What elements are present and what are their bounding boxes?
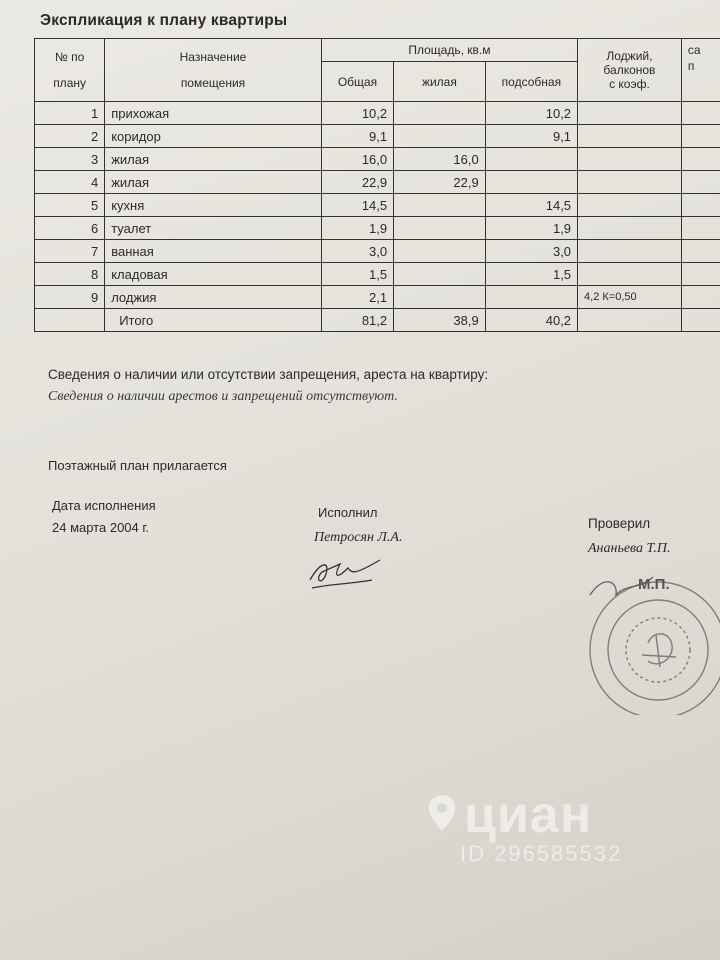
row-extra bbox=[681, 102, 720, 125]
executed-label: Исполнил bbox=[318, 505, 378, 520]
row-living bbox=[394, 240, 486, 263]
row-total: 10,2 bbox=[321, 102, 393, 125]
header-loggia-line3: с коэф. bbox=[609, 77, 650, 91]
executor-signature bbox=[300, 550, 390, 595]
header-purpose-line2: помещения bbox=[180, 76, 246, 90]
checked-label: Проверил bbox=[588, 516, 651, 531]
row-no: 6 bbox=[35, 217, 105, 240]
header-purpose-line1: Назначение bbox=[179, 50, 247, 64]
header-loggia-line2: балконов bbox=[603, 63, 656, 77]
row-extra bbox=[681, 263, 720, 286]
header-total: Общая bbox=[321, 62, 393, 102]
row-loggia: 4,2 К=0,50 bbox=[578, 286, 682, 309]
row-name: прихожая bbox=[105, 102, 322, 125]
row-aux: 9,1 bbox=[485, 125, 577, 148]
row-living bbox=[394, 263, 486, 286]
row-loggia bbox=[578, 125, 682, 148]
row-extra bbox=[681, 286, 720, 309]
header-loggia bbox=[578, 39, 682, 102]
row-no: 2 bbox=[35, 125, 105, 148]
row-total: 22,9 bbox=[321, 171, 393, 194]
total-extra bbox=[681, 309, 720, 332]
row-extra bbox=[681, 148, 720, 171]
row-name: кладовая bbox=[105, 263, 322, 286]
document-title: Экспликация к плану квартиры bbox=[40, 12, 288, 29]
header-extra-line2: п bbox=[687, 59, 695, 73]
watermark-brand: циан bbox=[464, 786, 593, 844]
row-name: лоджия bbox=[105, 286, 322, 309]
row-loggia bbox=[578, 263, 682, 286]
row-living bbox=[394, 286, 486, 309]
date-label: Дата исполнения bbox=[52, 498, 156, 513]
checked-name: Ананьева Т.П. bbox=[588, 541, 671, 556]
row-living: 16,0 bbox=[394, 148, 486, 171]
official-stamp bbox=[578, 565, 720, 715]
executed-name: Петросян Л.А. bbox=[314, 530, 403, 545]
row-loggia bbox=[578, 217, 682, 240]
total-label: Итого bbox=[105, 309, 322, 332]
row-name: жилая bbox=[105, 171, 322, 194]
row-name: ванная bbox=[105, 240, 322, 263]
row-extra bbox=[681, 217, 720, 240]
row-total: 9,1 bbox=[321, 125, 393, 148]
date-value: 24 марта 2004 г. bbox=[52, 520, 150, 535]
header-auxiliary: подсобная bbox=[485, 62, 577, 102]
row-aux: 1,9 bbox=[485, 217, 577, 240]
row-aux bbox=[485, 286, 577, 309]
row-no: 9 bbox=[35, 286, 105, 309]
row-loggia bbox=[578, 102, 682, 125]
row-total: 1,5 bbox=[321, 263, 393, 286]
row-total: 3,0 bbox=[321, 240, 393, 263]
table-row bbox=[35, 286, 720, 309]
row-no: 4 bbox=[35, 171, 105, 194]
watermark bbox=[430, 785, 622, 867]
row-total: 2,1 bbox=[321, 286, 393, 309]
table-row bbox=[35, 125, 720, 148]
map-pin-icon bbox=[426, 793, 458, 833]
total-no bbox=[35, 309, 105, 332]
explication-table bbox=[34, 38, 720, 332]
table-row bbox=[35, 240, 720, 263]
header-extra-line1: са bbox=[687, 43, 701, 57]
total-loggia bbox=[578, 309, 682, 332]
row-aux: 14,5 bbox=[485, 194, 577, 217]
header-living: жилая bbox=[394, 62, 486, 102]
row-aux bbox=[485, 148, 577, 171]
row-aux: 10,2 bbox=[485, 102, 577, 125]
arrest-text: Сведения о наличии арестов и запрещений отсутствуют. bbox=[48, 389, 398, 404]
row-loggia bbox=[578, 240, 682, 263]
header-area: Площадь, кв.м bbox=[321, 39, 577, 62]
header-loggia-line1: Лоджий, bbox=[606, 49, 653, 63]
row-extra bbox=[681, 240, 720, 263]
row-living bbox=[394, 217, 486, 240]
row-loggia bbox=[578, 194, 682, 217]
row-no: 8 bbox=[35, 263, 105, 286]
row-total: 14,5 bbox=[321, 194, 393, 217]
row-total: 16,0 bbox=[321, 148, 393, 171]
row-no: 1 bbox=[35, 102, 105, 125]
table-row bbox=[35, 263, 720, 286]
total-total: 81,2 bbox=[321, 309, 393, 332]
row-living bbox=[394, 194, 486, 217]
header-purpose bbox=[105, 39, 322, 102]
row-extra bbox=[681, 194, 720, 217]
watermark-id: ID 296585532 bbox=[460, 841, 623, 866]
row-living bbox=[394, 102, 486, 125]
header-no-line1: № по bbox=[54, 50, 85, 64]
row-living bbox=[394, 125, 486, 148]
row-name: туалет bbox=[105, 217, 322, 240]
row-loggia bbox=[578, 148, 682, 171]
table-row bbox=[35, 194, 720, 217]
header-extra bbox=[681, 39, 720, 102]
row-no: 3 bbox=[35, 148, 105, 171]
header-no bbox=[35, 39, 105, 102]
row-name: коридор bbox=[105, 125, 322, 148]
row-extra bbox=[681, 125, 720, 148]
table-row bbox=[35, 102, 720, 125]
table-row bbox=[35, 217, 720, 240]
row-total: 1,9 bbox=[321, 217, 393, 240]
row-loggia bbox=[578, 171, 682, 194]
header-no-line2: плану bbox=[53, 76, 86, 90]
row-no: 5 bbox=[35, 194, 105, 217]
table-row bbox=[35, 171, 720, 194]
stamp-label: М.П. bbox=[638, 576, 670, 593]
total-living: 38,9 bbox=[394, 309, 486, 332]
arrest-heading: Сведения о наличии или отсутствии запрещения, ареста на квартиру: bbox=[48, 367, 489, 382]
row-extra bbox=[681, 171, 720, 194]
row-name: кухня bbox=[105, 194, 322, 217]
row-name: жилая bbox=[105, 148, 322, 171]
total-row bbox=[35, 309, 720, 332]
row-no: 7 bbox=[35, 240, 105, 263]
row-aux: 1,5 bbox=[485, 263, 577, 286]
row-aux: 3,0 bbox=[485, 240, 577, 263]
table-row bbox=[35, 148, 720, 171]
row-aux bbox=[485, 171, 577, 194]
floor-plan-note: Поэтажный план прилагается bbox=[48, 458, 227, 473]
total-aux: 40,2 bbox=[485, 309, 577, 332]
row-living: 22,9 bbox=[394, 171, 486, 194]
